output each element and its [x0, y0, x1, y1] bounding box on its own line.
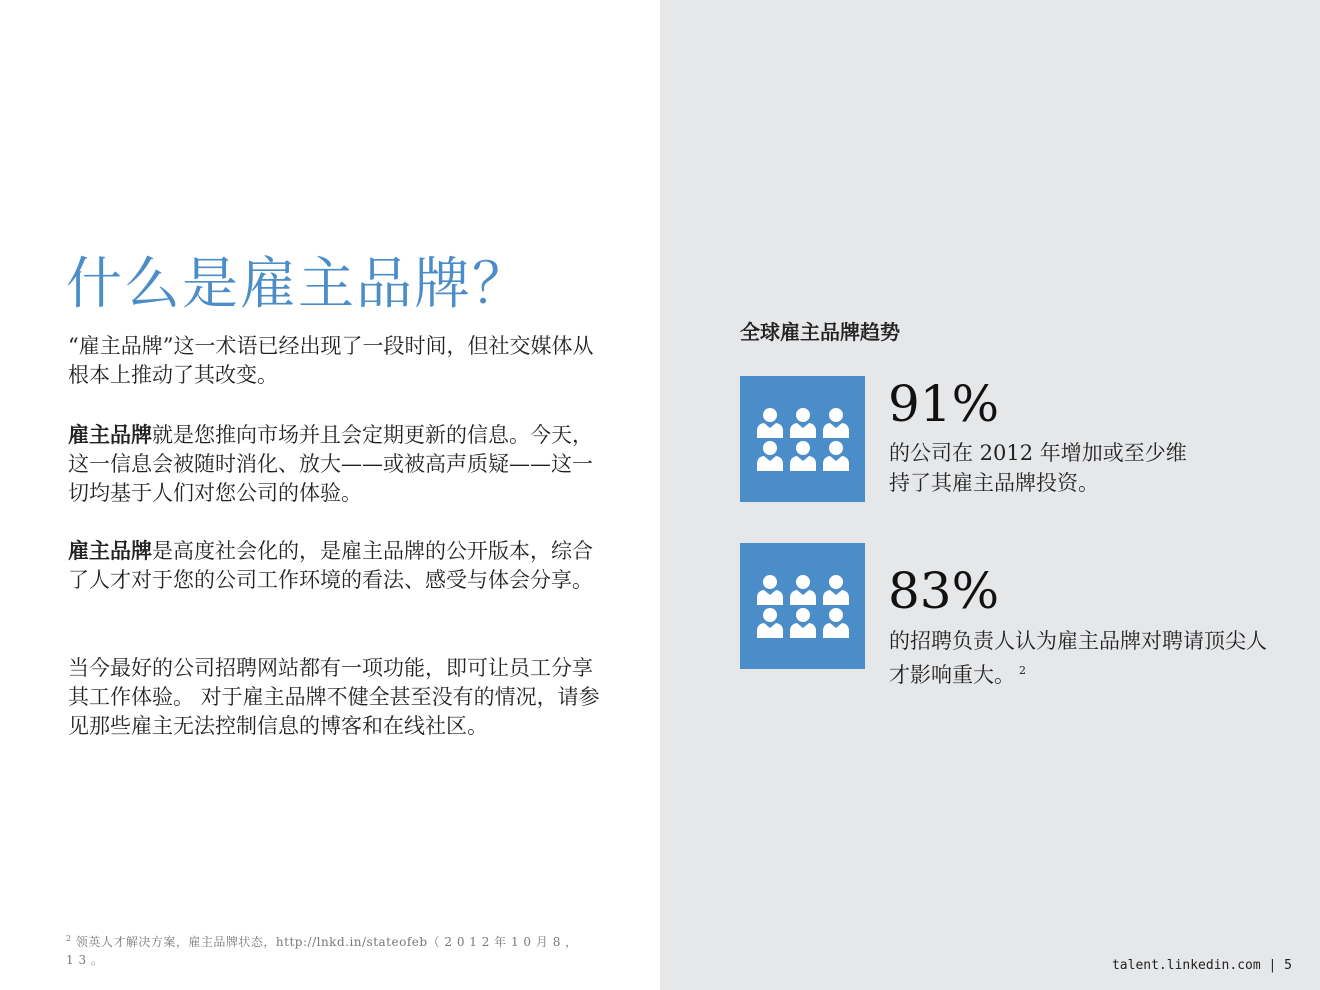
footnote-text: 领英人才解决方案，雇主品牌状态，http://lnkd.in/stateofeb（ 2 0 1 2 年 1 0 月 8 ， 1 3 。: [66, 935, 578, 967]
person-icon: [756, 407, 784, 438]
person-icon: [789, 574, 817, 605]
page-footer: [1112, 958, 1292, 973]
footer-site: talent.linkedin.com: [1111, 958, 1261, 973]
person-icon: [756, 440, 784, 471]
stat-description-text: 的招聘负责人认为雇主品牌对聘请顶尖人才影响重大。: [889, 629, 1267, 687]
footnote: [66, 930, 586, 969]
person-icon: [756, 607, 784, 638]
person-icon: [756, 574, 784, 605]
footnote-ref: 2: [1019, 664, 1026, 677]
social-paragraph: [68, 537, 608, 595]
stat-description-text: 的公司在 2012 年增加或至少维持了其雇主品牌投资。: [889, 441, 1187, 495]
stat-description: [889, 626, 1269, 690]
career-site-paragraph: [68, 654, 608, 741]
footer-separator: |: [1268, 958, 1277, 973]
people-group-icon: [740, 543, 865, 669]
paragraph-bold-term: 雇主品牌: [68, 539, 152, 563]
trends-heading: 全球雇主品牌趋势: [740, 320, 900, 344]
person-icon: [822, 407, 850, 438]
people-grid: [756, 407, 850, 471]
person-icon: [822, 607, 850, 638]
paragraph-text: “雇主品牌”这一术语已经出现了一段时间，但社交媒体从根本上推动了其改变。: [68, 334, 594, 387]
stat-description: [889, 438, 1189, 498]
person-icon: [822, 574, 850, 605]
stat-value: 91%: [888, 375, 1000, 433]
person-icon: [789, 607, 817, 638]
people-grid: [756, 574, 850, 638]
intro-paragraph: [68, 332, 608, 390]
person-icon: [789, 440, 817, 471]
paragraph-text: 是高度社会化的，是雇主品牌的公开版本，综合了人才对于您的公司工作环境的看法、感受与体会分享。: [68, 539, 593, 592]
page-number: 5: [1284, 958, 1292, 973]
right-panel: [660, 0, 1320, 990]
people-group-icon: [740, 376, 865, 502]
paragraph-text: 当今最好的公司招聘网站都有一项功能，即可让员工分享其工作体验。 对于雇主品牌不健全甚至没有的情况，请参见那些雇主无法控制信息的博客和在线社区。: [68, 656, 600, 738]
paragraph-text: 就是您推向市场并且会定期更新的信息。今天，这一信息会被随时消化、放大——或被高声质疑——这一切均基于人们对您公司的体验。: [68, 423, 593, 505]
person-icon: [789, 407, 817, 438]
footnote-marker: 2: [66, 934, 72, 943]
paragraph-bold-term: 雇主品牌: [68, 423, 152, 447]
stat-value: 83%: [888, 562, 1000, 620]
definition-paragraph: [68, 421, 608, 508]
person-icon: [822, 440, 850, 471]
page-title: 什么是雇主品牌？: [66, 252, 530, 317]
